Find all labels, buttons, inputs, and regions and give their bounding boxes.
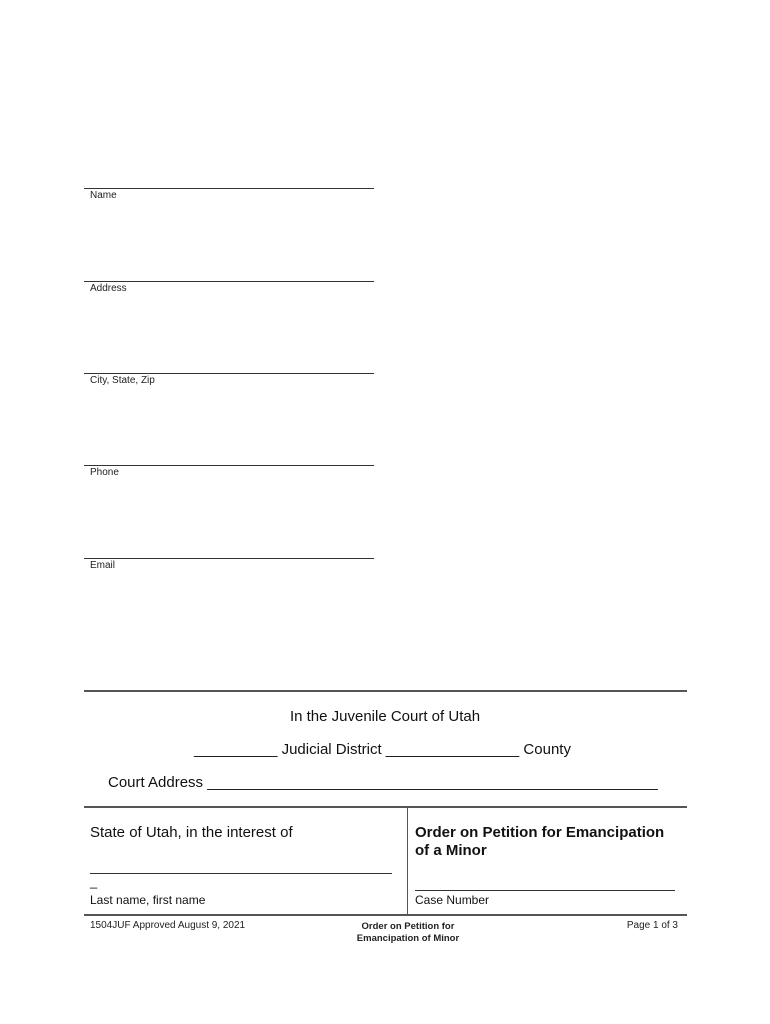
court-title: In the Juvenile Court of Utah bbox=[289, 708, 481, 725]
phone-label: Phone bbox=[90, 467, 119, 478]
city-state-zip-label: City, State, Zip bbox=[90, 375, 155, 386]
address-label: Address bbox=[90, 283, 127, 294]
caption-top-rule bbox=[84, 806, 687, 808]
form-id: 1504JUF Approved August 9, 2021 bbox=[90, 920, 246, 931]
minor-name-label: Last name, first name bbox=[90, 893, 206, 907]
footer-title-line2: Emancipation of Minor bbox=[356, 933, 460, 944]
case-number-line[interactable] bbox=[415, 890, 675, 891]
name-label: Name bbox=[90, 190, 117, 201]
minor-name-line[interactable] bbox=[90, 873, 392, 874]
district-county-line[interactable]: __________ Judicial District ________________ County bbox=[194, 741, 571, 758]
name-line[interactable] bbox=[84, 188, 374, 189]
city-state-zip-line[interactable] bbox=[84, 373, 374, 374]
court-top-rule bbox=[84, 690, 687, 692]
address-line[interactable] bbox=[84, 281, 374, 282]
minor-name-underscore: _ bbox=[90, 874, 98, 889]
phone-line[interactable] bbox=[84, 465, 374, 466]
case-number-label: Case Number bbox=[415, 893, 490, 907]
page-number: Page 1 of 3 bbox=[626, 920, 678, 931]
order-title: Order on Petition for Emancipation of a Minor bbox=[415, 824, 665, 859]
email-label: Email bbox=[90, 560, 116, 571]
court-address-line[interactable]: Court Address ______________________________________________________ bbox=[108, 774, 658, 791]
caption-bottom-rule bbox=[84, 914, 687, 916]
email-line[interactable] bbox=[84, 558, 374, 559]
state-interest-text: State of Utah, in the interest of bbox=[90, 824, 293, 841]
caption-divider bbox=[407, 807, 408, 915]
footer-title-line1: Order on Petition for bbox=[361, 921, 455, 932]
